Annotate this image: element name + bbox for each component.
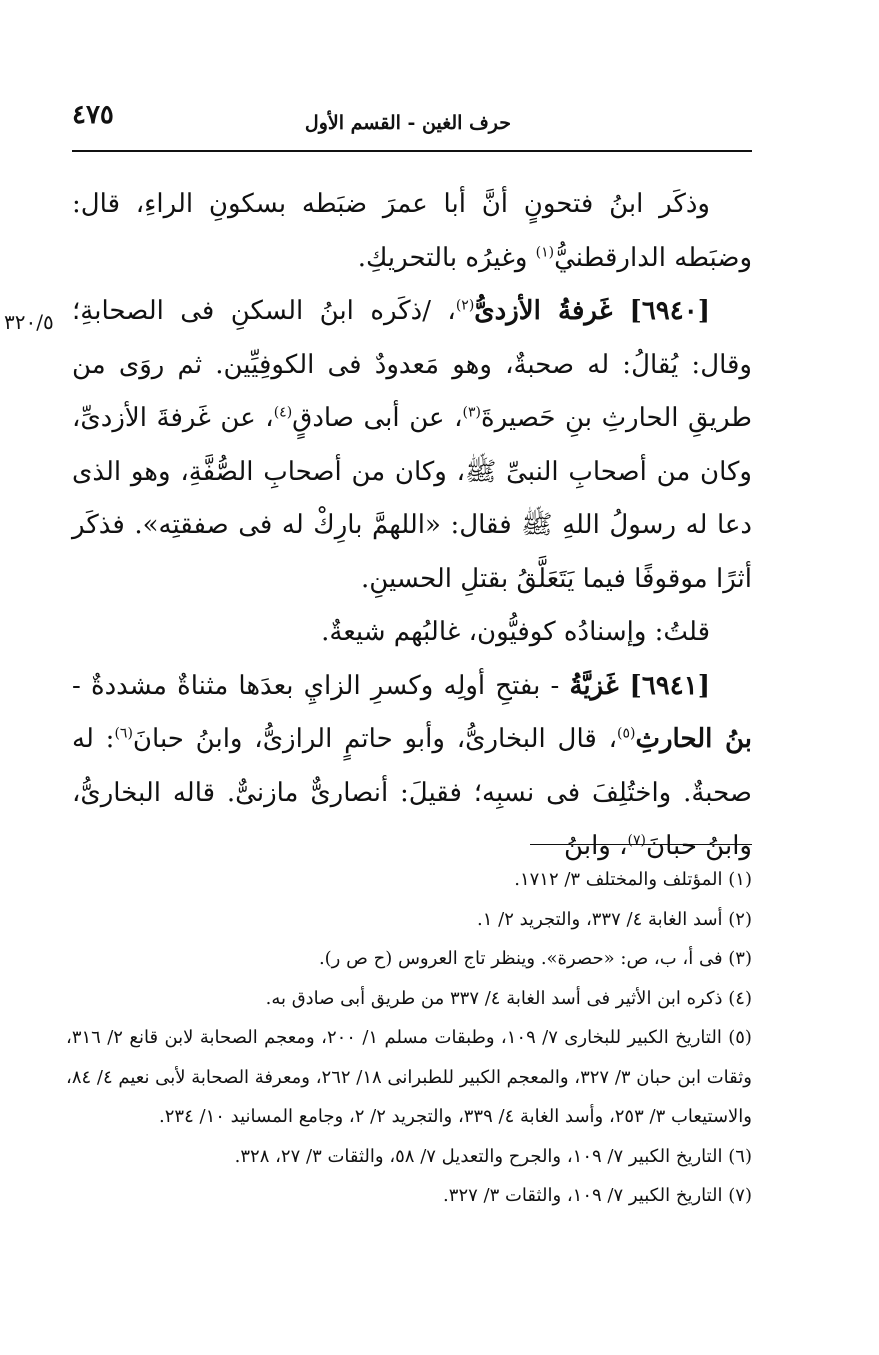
entry-text: ، عن غَرفةَ الأزدىِّ، وكان من أصحابِ النبىِّ ﷺ، وكان من أصحابِ الصُّفَّةِ، وهو الذى دعا له رسولُ اللهِ ﷺ فقال: «اللهمَّ بارِكْ له فى صفقتِه». فذكَر أثرًا موقوفًا فيما يَتَعَلَّقُ بقتلِ الحسينِ.	[72, 403, 752, 594]
entry-heading: [٦٩٤٠] غَرفةُ الأزدىُّ	[474, 296, 710, 326]
footnote-2: (٢) أسد الغابة ٤/ ٣٣٧، والتجريد ٢/ ١.	[477, 908, 752, 930]
footnote-6: (٦) التاريخ الكبير ٧/ ١٠٩، والجرح والتعديل ٧/ ٥٨، والثقات ٣/ ٢٧، ٣٢٨.	[234, 1145, 752, 1167]
paragraph-text: وذكَر ابنُ فتحونٍ أنَّ أبا عمرَ ضبَطه بسكونِ الراءِ، قال: وضبَطه الدارقطنيُّ	[72, 189, 752, 273]
footnote-marker: (٣)	[462, 404, 481, 421]
footnote-4: (٤) ذكره ابن الأثير فى أسد الغابة ٤/ ٣٣٧ من طريق أبى صادق به.	[265, 987, 752, 1009]
footnote-marker: (٤)	[273, 404, 293, 421]
footnote-5: (٥) التاريخ الكبير للبخارى ٧/ ١٠٩، وطبقات مسلم ١/ ٢٠٠، ومعجم الصحابة لابن قانع ٢/ ٣١٦، وثقات ابن حبان ٣/ ٣٢٧، والمعجم الكبير للطبرانى ١٨/ ٢٦٢، ومعرفة الصحابة لأبى نعيم ٤/ ٨٤، والاستيعاب ٣/ ٢٥٣، وأسد الغابة ٤/ ٣٣٩، والتجريد ٢/ ٢، وجامع المسانيد ١٠/ ٢٣٤.	[66, 1027, 752, 1127]
footnote-marker: (٧)	[627, 832, 646, 849]
footnote-divider	[530, 844, 752, 845]
footnote-3: (٣) فى أ، ب، ص: «حصرة». وينظر تاج العروس (ح ص ر).	[318, 948, 752, 969]
entry-heading: بنُ الحارثِ	[635, 724, 753, 754]
entry-6940	[72, 285, 752, 606]
paragraph-qult: قلتُ: وإسنادُه كوفيُّون، غالبُهم شيعةٌ.	[321, 617, 710, 647]
margin-reference: ٣٢٠/٥	[4, 310, 54, 334]
footnote-1: (١) المؤتلف والمختلف ٣/ ١٧١٢.	[514, 869, 752, 890]
page-number: ٤٧٥	[72, 100, 114, 130]
footnote-marker: (٦)	[114, 725, 133, 742]
header-divider	[72, 150, 752, 152]
entry-text: ، /ذكَره ابنُ السكنِ فى الصحابةِ؛ وقال: يُقالُ: له صحبةٌ، وهو مَعدودٌ فى الكوفِيِّين. ثم روَى من طريقِ الحارثِ بنِ حَصيرةَ	[72, 296, 752, 433]
entry-text: - بفتحِ أولِه وكسرِ الزايِ بعدَها مثناةٌ مشددةٌ -	[72, 670, 570, 701]
entry-text: ، وابنُ	[564, 831, 628, 861]
entry-heading: [٦٩٤١] غَزيَّةُ	[569, 670, 710, 701]
entry-6941	[72, 660, 752, 874]
entry-text: ، عن أبى صادقٍ	[292, 403, 463, 433]
footnote-7: (٧) التاريخ الكبير ٧/ ١٠٩، والثقات ٣/ ٣٢٧.	[443, 1185, 752, 1206]
footnote-marker: (١)	[535, 243, 555, 260]
main-text	[72, 178, 752, 874]
running-header: حرف الغين - القسم الأول	[304, 112, 511, 134]
footnote-marker: (٥)	[617, 725, 636, 742]
paragraph-ibn-fathun	[72, 178, 752, 285]
paragraph-text: وغيرُه بالتحريكِ.	[357, 242, 536, 273]
entry-text: ، قال البخارىُّ، وأبو حاتمٍ الرازىُّ، وابنُ حبانَ	[132, 724, 618, 754]
footnotes	[66, 860, 752, 1216]
footnote-marker: (٢)	[455, 297, 475, 314]
entry-text: : له صحبةٌ. واختُلِفَ فى نسبِه؛ فقيلَ: أنصارىٌّ مازنىٌّ. قاله البخارىُّ، وابنُ حبانَ	[72, 724, 752, 861]
